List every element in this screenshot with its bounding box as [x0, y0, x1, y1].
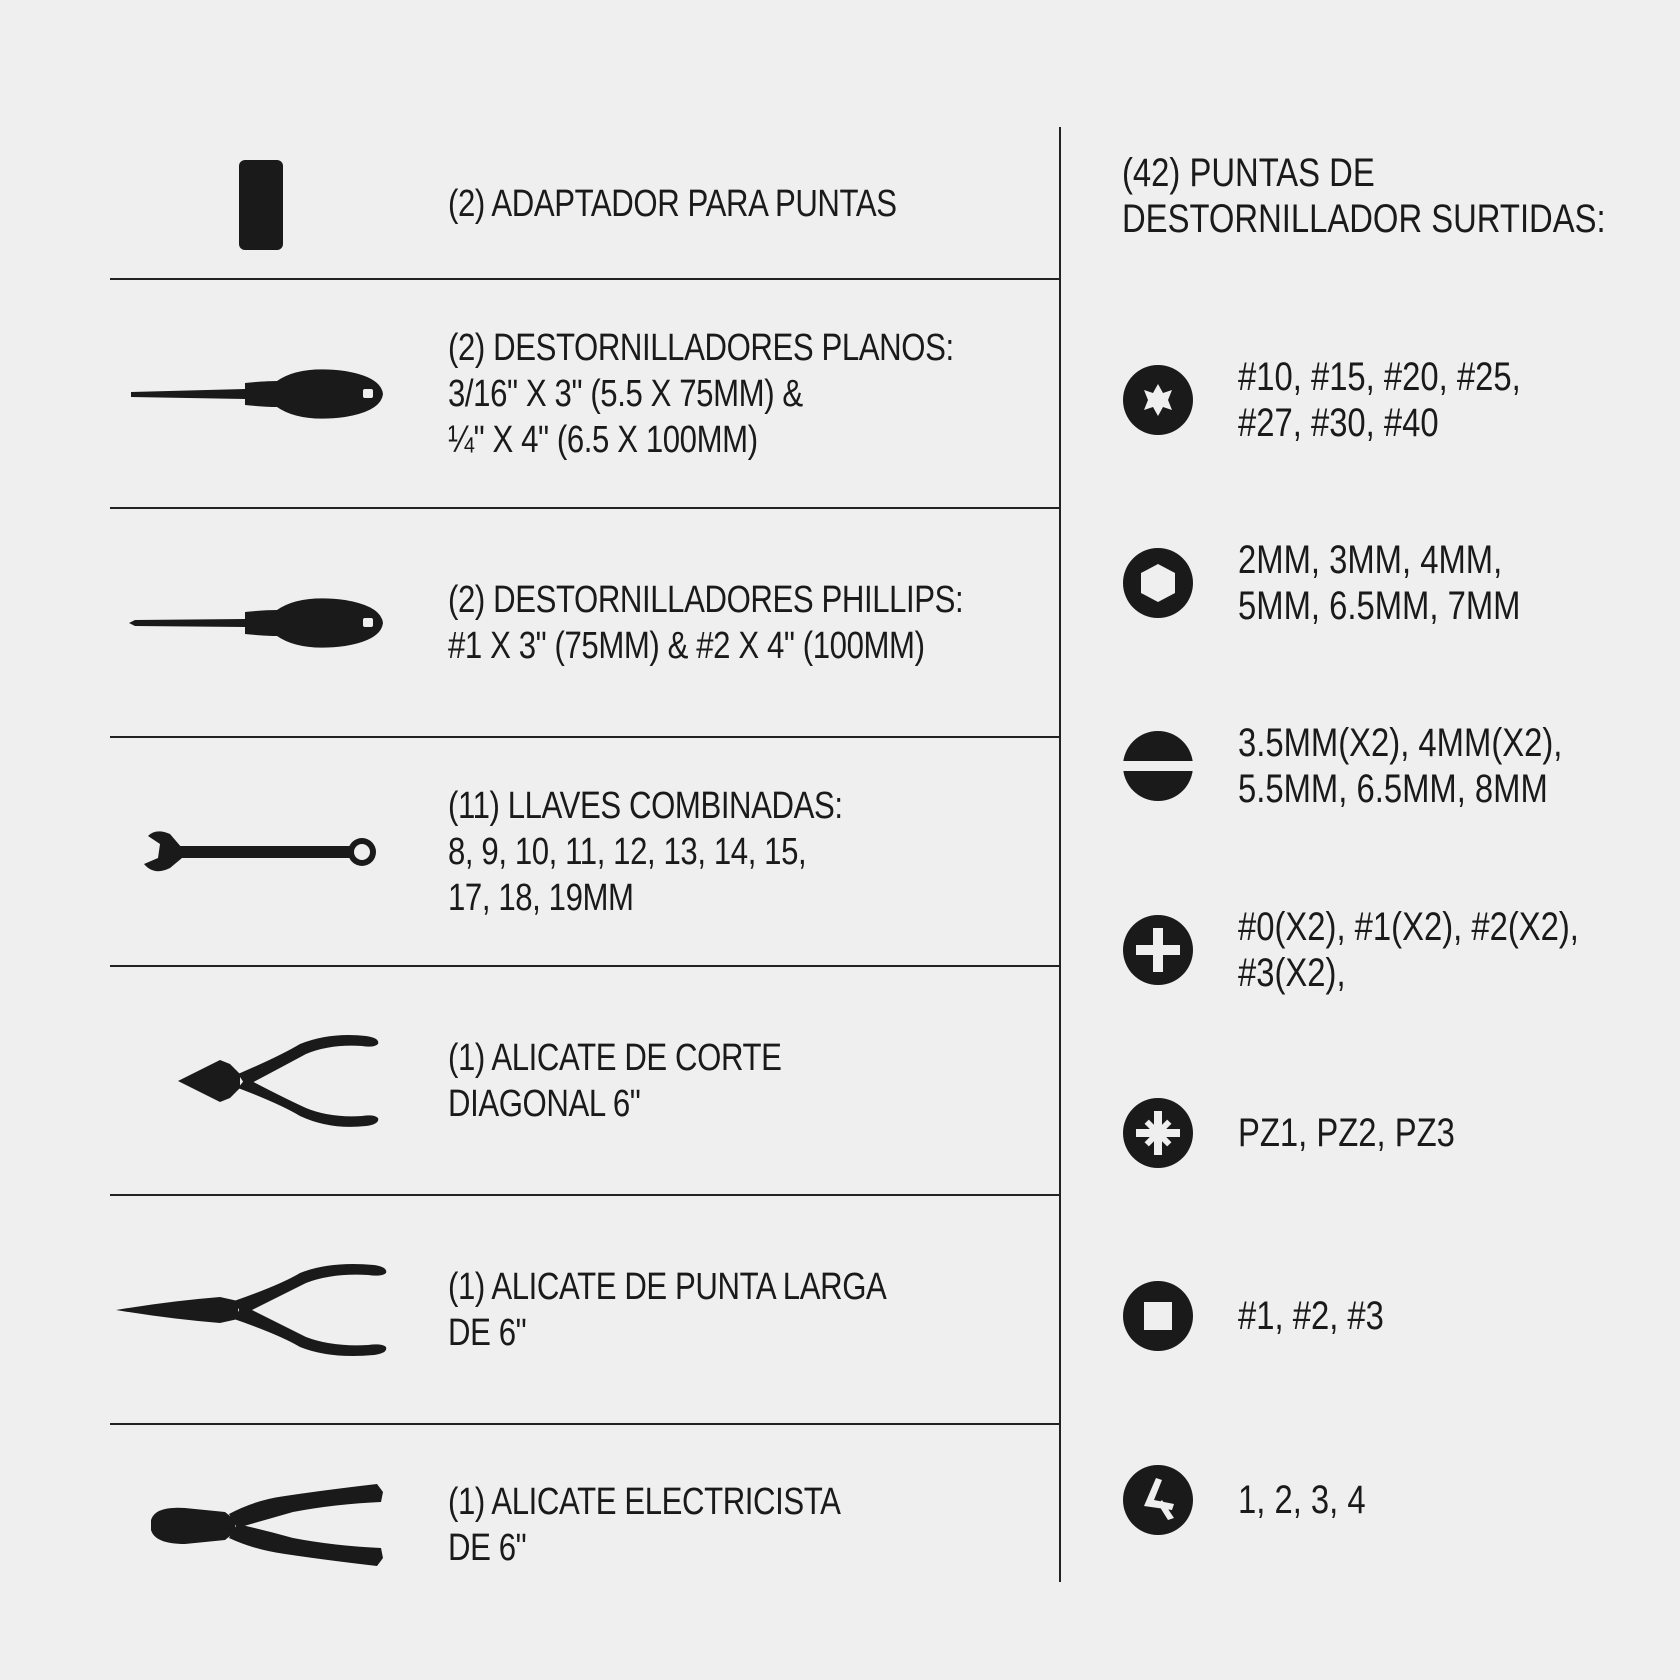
tool-line: DE 6" — [448, 1311, 527, 1354]
tool-description — [448, 738, 1048, 965]
bits-title-line: DESTORNILLADOR SURTIDAS: — [1122, 197, 1606, 241]
bit-line: 3.5MM(X2), 4MM(X2), — [1238, 721, 1563, 765]
tool-description — [448, 1196, 1048, 1423]
square-icon — [1122, 1280, 1194, 1352]
bits-title — [1122, 150, 1662, 242]
tool-line: #1 X 3" (75MM) & #2 X 4" (100MM) — [448, 624, 925, 667]
tool-line: 3/16" X 3" (5.5 X 75MM) & — [448, 372, 803, 415]
tool-line: (11) LLAVES COMBINADAS: — [448, 784, 843, 827]
bit-row-square — [1122, 1266, 1662, 1366]
bits-list — [1122, 150, 1662, 1522]
bit-sizes — [1238, 900, 1654, 1000]
tool-row-combination-wrench — [110, 738, 1060, 967]
combination-wrench-icon — [110, 738, 410, 965]
bit-line: 5.5MM, 6.5MM, 8MM — [1238, 767, 1548, 811]
bit-line: #10, #15, #20, #25, — [1238, 355, 1521, 399]
tool-line: DIAGONAL 6" — [448, 1082, 641, 1125]
bit-adapter-icon — [110, 130, 410, 278]
column-divider — [1059, 127, 1061, 1582]
tool-row-phillips-screwdriver — [110, 509, 1060, 738]
bit-line: #3(X2), — [1238, 951, 1346, 995]
phillips-screwdriver-icon — [110, 509, 410, 736]
bit-line: 2MM, 3MM, 4MM, — [1238, 538, 1503, 582]
tool-description — [448, 130, 1048, 278]
hex-icon — [1122, 547, 1194, 619]
tool-description — [448, 967, 1048, 1194]
tool-row-long-nose-pliers — [110, 1196, 1060, 1425]
tool-row-flat-screwdriver — [110, 280, 1060, 509]
tool-row-lineman-pliers — [110, 1425, 1060, 1625]
bit-line: #1, #2, #3 — [1238, 1294, 1384, 1338]
tool-line: DE 6" — [448, 1527, 527, 1569]
tool-line: (1) ALICATE DE CORTE — [448, 1036, 782, 1079]
tool-line: (2) ADAPTADOR PARA PUNTAS — [448, 183, 897, 225]
tool-line: (2) DESTORNILLADORES PLANOS: — [448, 326, 954, 369]
slotted-icon — [1122, 730, 1194, 802]
tool-row-diagonal-cutter — [110, 967, 1060, 1196]
bit-row-slotted — [1122, 716, 1662, 816]
tool-line: ¼" X 4" (6.5 X 100MM) — [448, 418, 758, 461]
bit-row-tri-wing — [1122, 1450, 1662, 1550]
bits-title-line: (42) PUNTAS DE — [1122, 151, 1375, 195]
bit-sizes — [1238, 1083, 1503, 1183]
phillips-icon — [1122, 914, 1194, 986]
bit-sizes — [1238, 1266, 1416, 1366]
torx-icon — [1122, 364, 1194, 436]
bit-row-pozidriv — [1122, 1083, 1662, 1183]
tool-row-bit-adapter — [110, 130, 1060, 280]
bit-row-torx — [1122, 350, 1662, 450]
bit-line: #27, #30, #40 — [1238, 401, 1439, 445]
tool-line: (1) ALICATE DE PUNTA LARGA — [448, 1265, 887, 1308]
bit-row-hex — [1122, 533, 1662, 633]
tool-line: (1) ALICATE ELECTRICISTA — [448, 1481, 841, 1523]
bit-line: 5MM, 6.5MM, 7MM — [1238, 584, 1521, 628]
bit-line: 1, 2, 3, 4 — [1238, 1478, 1366, 1522]
bit-row-phillips — [1122, 900, 1662, 1000]
long-nose-pliers-icon — [110, 1196, 410, 1423]
pozidriv-icon — [1122, 1097, 1194, 1169]
bit-sizes — [1238, 350, 1583, 450]
flat-screwdriver-icon — [110, 280, 410, 507]
tools-list — [110, 130, 1060, 1625]
tool-description — [448, 1425, 1048, 1625]
bit-sizes — [1238, 716, 1634, 816]
tool-line: 17, 18, 19MM — [448, 876, 634, 919]
tri-wing-icon — [1122, 1464, 1194, 1536]
tool-description — [448, 509, 1048, 736]
bit-line: PZ1, PZ2, PZ3 — [1238, 1111, 1455, 1155]
tool-line: 8, 9, 10, 11, 12, 13, 14, 15, — [448, 830, 807, 873]
tool-line: (2) DESTORNILLADORES PHILLIPS: — [448, 578, 964, 621]
bit-sizes — [1238, 533, 1582, 633]
diagonal-cutter-icon — [110, 967, 410, 1194]
lineman-pliers-icon — [110, 1425, 410, 1625]
bit-line: #0(X2), #1(X2), #2(X2), — [1238, 905, 1579, 949]
bit-sizes — [1238, 1450, 1394, 1550]
tool-description — [448, 280, 1048, 507]
